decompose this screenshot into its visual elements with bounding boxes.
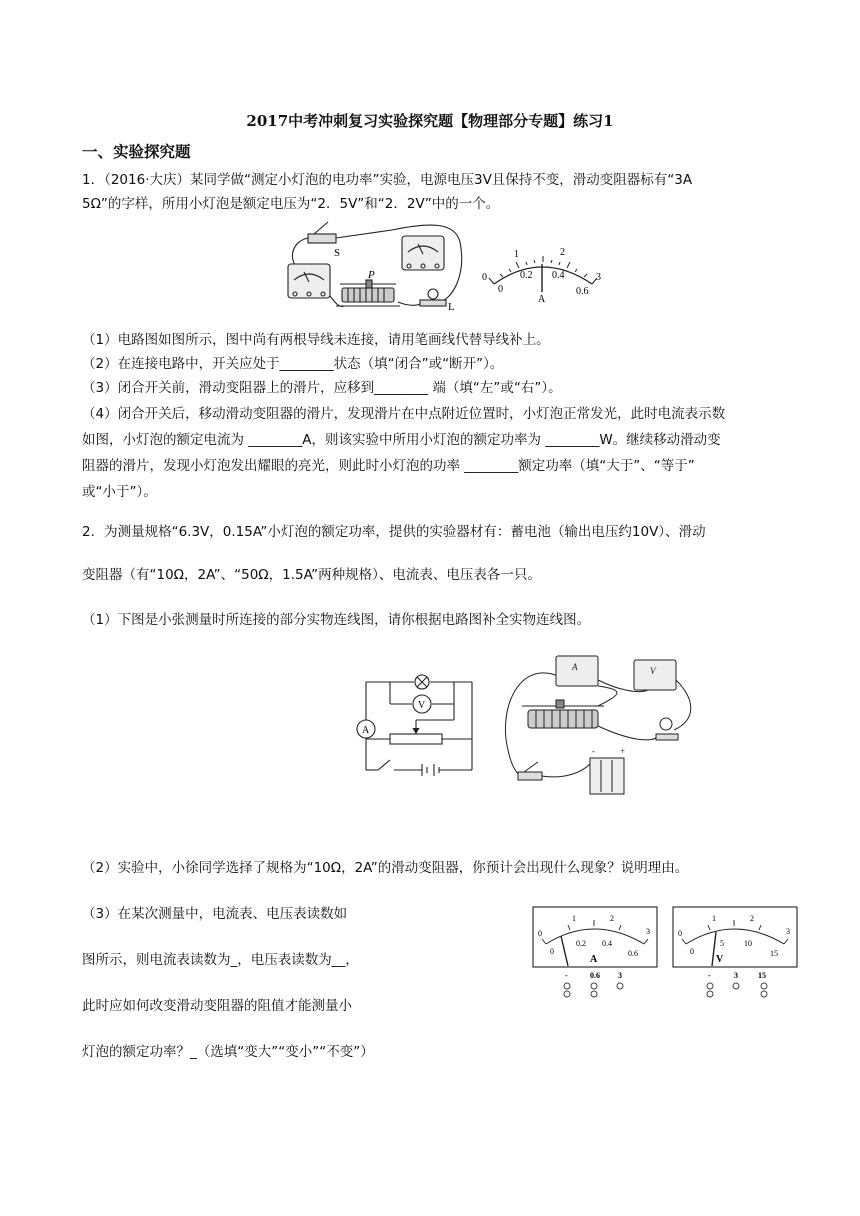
dial-top-0: 0 bbox=[482, 272, 487, 283]
svg-text:+: + bbox=[620, 746, 626, 756]
ammeter-top-0: 0 bbox=[538, 929, 542, 938]
q1-part-1: （1）电路图如图所示，图中尚有两根导线未连接，请用笔画线代替导线补上。 bbox=[82, 332, 550, 348]
dial-bottom-3: 0.6 bbox=[576, 286, 589, 297]
ammeter-bottom-1: 0.2 bbox=[576, 939, 586, 948]
q1-ammeter-dial bbox=[480, 240, 610, 306]
ammeter-top-1: 1 bbox=[572, 914, 576, 923]
q2-ammeter-reading bbox=[532, 906, 658, 1002]
switch-label: S bbox=[334, 247, 341, 259]
q2-intro-line-2: 变阻器（有“10Ω，2A”、“50Ω，1.5A”两种规格）、电流表、电压表各一只。 bbox=[82, 567, 541, 583]
q1-part-4-line-1: （4）闭合开关后，移动滑动变阻器的滑片，发现滑片在中点附近位置时，小灯泡正常发光，此时电流表示数 bbox=[82, 406, 726, 422]
q1-apparatus-figure bbox=[280, 212, 470, 316]
ammeter-top-2: 2 bbox=[610, 914, 614, 923]
voltmeter-unit: V bbox=[716, 954, 724, 965]
ammeter-bottom-0: 0 bbox=[550, 947, 554, 956]
q2-apparatus-figure bbox=[498, 650, 704, 800]
q1-intro-line-1: 1．（2016·大庆）某同学做“测定小灯泡的电功率”实验，电源电压3V且保持不变，滑动变阻器标有“3A bbox=[82, 172, 693, 188]
q2-part-1: （1）下图是小张测量时所连接的部分实物连线图，请你根据电路图补全实物连线图。 bbox=[82, 612, 591, 628]
q1-part-4-line-2: 如图，小灯泡的额定电流为 ________A，则该实验中所用小灯泡的额定功率为 ________W。继续移动滑动变 bbox=[82, 432, 721, 448]
lamp-label: L bbox=[448, 301, 455, 313]
q2-part-3-line-3: 此时应如何改变滑动变阻器的阻值才能测量小 bbox=[82, 998, 352, 1014]
svg-text:-: - bbox=[592, 746, 595, 756]
q1-part-4-line-3: 阻器的滑片，发现小灯泡发出耀眼的亮光，则此时小灯泡的功率 ________额定功率（填“大于”、“等于” bbox=[82, 458, 695, 474]
ammeter-terminal-0-6: 0.6 bbox=[590, 971, 600, 980]
q2-intro-line-1: 2．为测量规格“6.3Ⅴ，0.15A”小灯泡的额定功率，提供的实验器材有：蓄电池（输出电压约10V）、滑动 bbox=[82, 524, 706, 540]
dial-bottom-2: 0.4 bbox=[552, 270, 565, 281]
voltmeter-top-0: 0 bbox=[678, 929, 682, 938]
ammeter-terminal-minus: - bbox=[565, 971, 568, 980]
voltmeter-bottom-0: 0 bbox=[690, 947, 694, 956]
voltmeter-bottom-2: 10 bbox=[744, 939, 752, 948]
dial-top-3: 3 bbox=[596, 272, 601, 283]
voltmeter-symbol-label: V bbox=[418, 700, 426, 711]
voltmeter-top-2: 2 bbox=[750, 914, 754, 923]
q1-part-3: （3）闭合开关前，滑动变阻器上的滑片，应移到________ 端（填“左”或“右”）。 bbox=[82, 380, 562, 396]
voltmeter-terminal-minus: - bbox=[708, 971, 711, 980]
q2-part-2: （2）实验中，小徐同学选择了规格为“10Ω，2A”的滑动变阻器，你预计会出现什么现象？说明理由。 bbox=[82, 860, 689, 876]
ammeter-bottom-3: 0.6 bbox=[628, 949, 638, 958]
voltmeter-top-1: 1 bbox=[712, 914, 716, 923]
dial-bottom-1: 0.2 bbox=[520, 270, 533, 281]
page-title: 2017中考冲刺复习实验探究题【物理部分专题】练习1 bbox=[246, 112, 614, 130]
q1-part-2: （2）在连接电路中，开关应处于________状态（填“闭合”或“断开”）。 bbox=[82, 356, 504, 372]
voltmeter-top-3: 3 bbox=[786, 927, 790, 936]
ammeter-top-3: 3 bbox=[646, 927, 650, 936]
voltmeter-bottom-3: 15 bbox=[770, 949, 778, 958]
voltmeter-terminal-3: 3 bbox=[734, 971, 738, 980]
dial-unit: A bbox=[538, 294, 546, 305]
dial-top-2: 2 bbox=[560, 247, 565, 258]
q1-part-4-line-4: 或“小于”）。 bbox=[82, 484, 157, 500]
ammeter-terminal-3: 3 bbox=[618, 971, 622, 980]
voltmeter-terminal-15: 15 bbox=[758, 971, 766, 980]
q2-part-3-line-2: 图所示，则电流表读数为_，电压表读数为__， bbox=[82, 952, 359, 968]
dial-bottom-0: 0 bbox=[498, 284, 503, 295]
section-heading: 一、实验探究题 bbox=[82, 143, 191, 161]
svg-text:V: V bbox=[650, 666, 656, 676]
svg-text:A: A bbox=[572, 662, 578, 672]
q1-intro-line-2: 5Ω”的字样，所用小灯泡是额定电压为“2．5V”和“2．2V”中的一个。 bbox=[82, 196, 500, 212]
q2-part-3-line-1: （3）在某次测量中，电流表、电压表读数如 bbox=[82, 906, 348, 922]
ammeter-unit: A bbox=[590, 954, 598, 965]
q2-part-3-line-4: 灯泡的额定功率？_（选填“变大”“变小”“不变”） bbox=[82, 1044, 374, 1060]
ammeter-bottom-2: 0.4 bbox=[602, 939, 612, 948]
dial-top-1: 1 bbox=[514, 249, 519, 260]
ammeter-symbol-label: A bbox=[362, 725, 370, 736]
q2-voltmeter-reading bbox=[672, 906, 798, 1002]
voltmeter-bottom-1: 5 bbox=[720, 939, 724, 948]
q2-circuit-diagram bbox=[350, 672, 480, 780]
slider-label: P bbox=[368, 269, 375, 281]
